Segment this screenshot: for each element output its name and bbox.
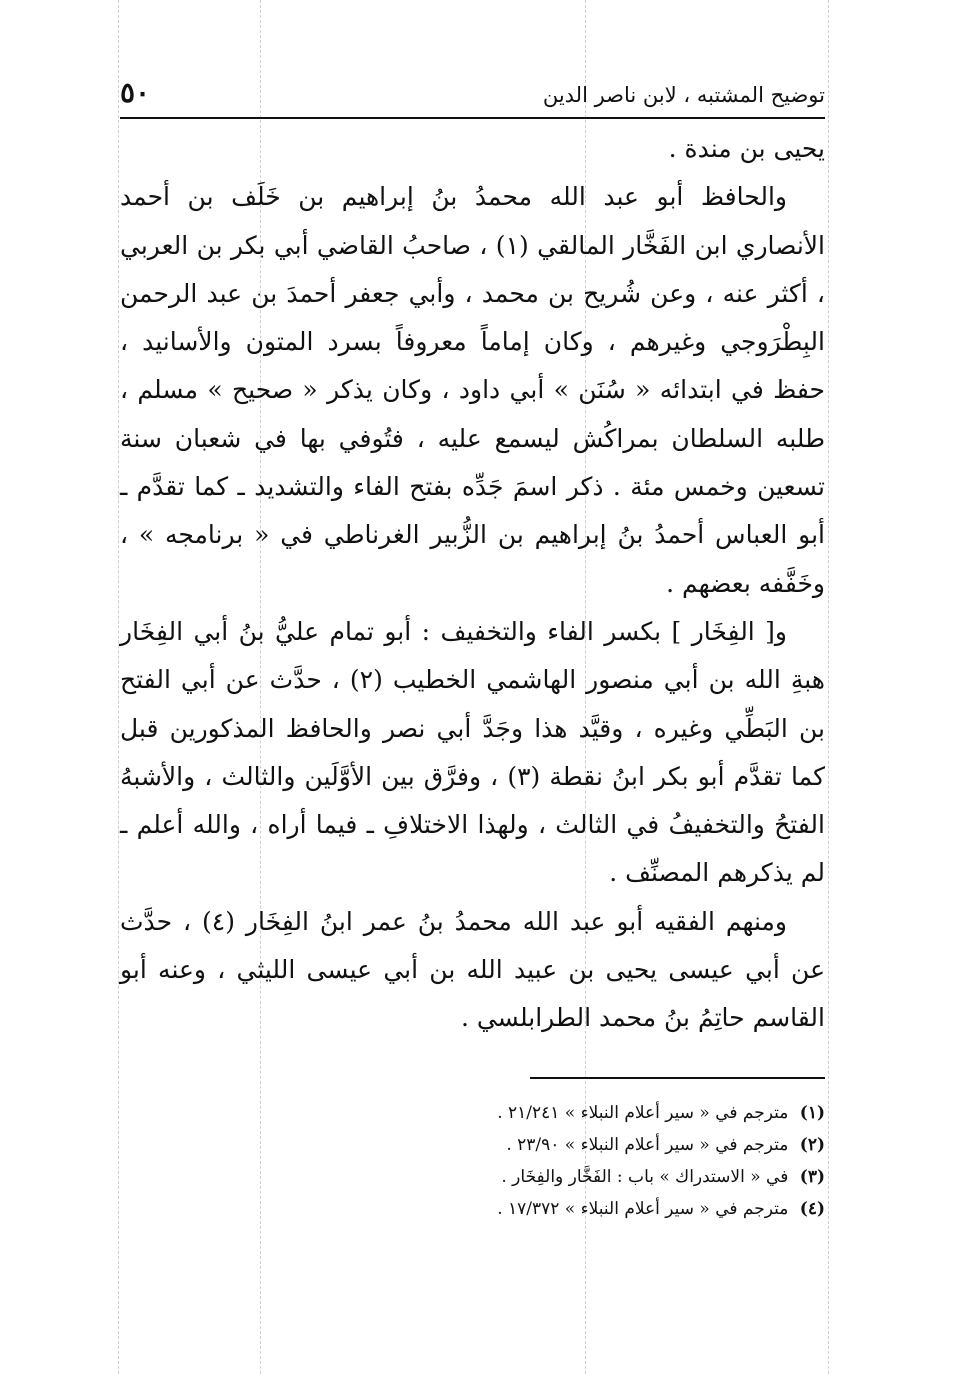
scan-artifact-line (118, 0, 119, 1374)
footnote-number: (٣) (799, 1166, 825, 1187)
footnote-text: مترجم في « سير أعلام النبلاء » ٢٣/٩٠ . (506, 1134, 789, 1155)
scan-artifact-line (828, 0, 829, 1374)
footnote-number: (٤) (799, 1198, 825, 1219)
paragraph: يحيى بن مندة . (668, 134, 825, 163)
paragraph: والحافظ أبو عبد الله محمدُ بنُ إبراهيم بن خَلَف بن أحمد الأنصاري ابن الفَخَّار المالقي (١) ، صاحبُ القاضي أبي بكر بن العربي ، أكثر عنه ، وعن شُريح بن محمد ، وأبي جعفر أحمدَ بن عبد الرحمن البِطْرَوجي وغيرهم ، وكان إماماً معروفاً بسرد المتون والأسانيد ، حفظ في ابتدائه « سُنَن » أبي داود ، وكان يذكر « صحيح » مسلم ، طلبه السلطان بمراكُش ليسمع عليه ، فتُوفي بها في شعبان سنة تسعين وخمس مئة . ذكر اسمَ جَدِّه بفتح الفاء والتشديد ـ كما تقدَّم ـ أبو العباس أحمدُ بنُ إبراهيم بن الزُّبير الغرناطي في « برنامجه » ، وخَفَّفه بعضهم . (120, 182, 825, 598)
paragraph: ومنهم الفقيه أبو عبد الله محمدُ بنُ عمر ابنُ الفِخَار (٤) ، حدَّث عن أبي عيسى يحيى بن عبيد الله بن أبي عيسى الليثي ، وعنه أبو القاسم حاتِمُ بنُ محمد الطرابلسي . (120, 906, 825, 1033)
book-page (120, 76, 825, 1225)
footnote-text: في « الاستدراك » باب : الفَخَّار والفِخَار . (501, 1166, 789, 1187)
footnote-text: مترجم في « سير أعلام النبلاء » ٢١/٢٤١ . (497, 1102, 789, 1123)
footnote (120, 1193, 825, 1225)
page-number: ٥٠ (120, 76, 151, 109)
footnote (120, 1161, 825, 1193)
footnote-number: (١) (799, 1102, 825, 1123)
paragraph: و[ الفِخَار ] بكسر الفاء والتخفيف : أبو تمام عليُّ بنُ أبي الفِخَار هبةِ الله بن أبي منصور الهاشمي الخطيب (٢) ، حدَّث عن أبي الفتح بن البَطِّي وغيره ، وقيَّد هذا وجَدَّ أبي نصر والحافظ المذكورين قبل كما تقدَّم أبو بكر ابنُ نقطة (٣) ، وفرَّق بين الأوَّلَين والثالث ، والأشبهُ الفتحُ والتخفيفُ في الثالث ، ولهذا الاختلافِ ـ فيما أراه ، والله أعلم ـ لم يذكرهم المصنِّف . (120, 616, 825, 888)
footnote (120, 1097, 825, 1129)
main-text (120, 125, 825, 1043)
page-header (120, 76, 825, 119)
footnote-divider (530, 1077, 825, 1079)
footnote-text: مترجم في « سير أعلام النبلاء » ١٧/٣٧٢ . (497, 1198, 789, 1219)
footnote (120, 1129, 825, 1161)
footnotes (120, 1097, 825, 1225)
running-title: توضيح المشتبه ، لابن ناصر الدين (542, 83, 825, 107)
footnote-number: (٢) (799, 1134, 825, 1155)
